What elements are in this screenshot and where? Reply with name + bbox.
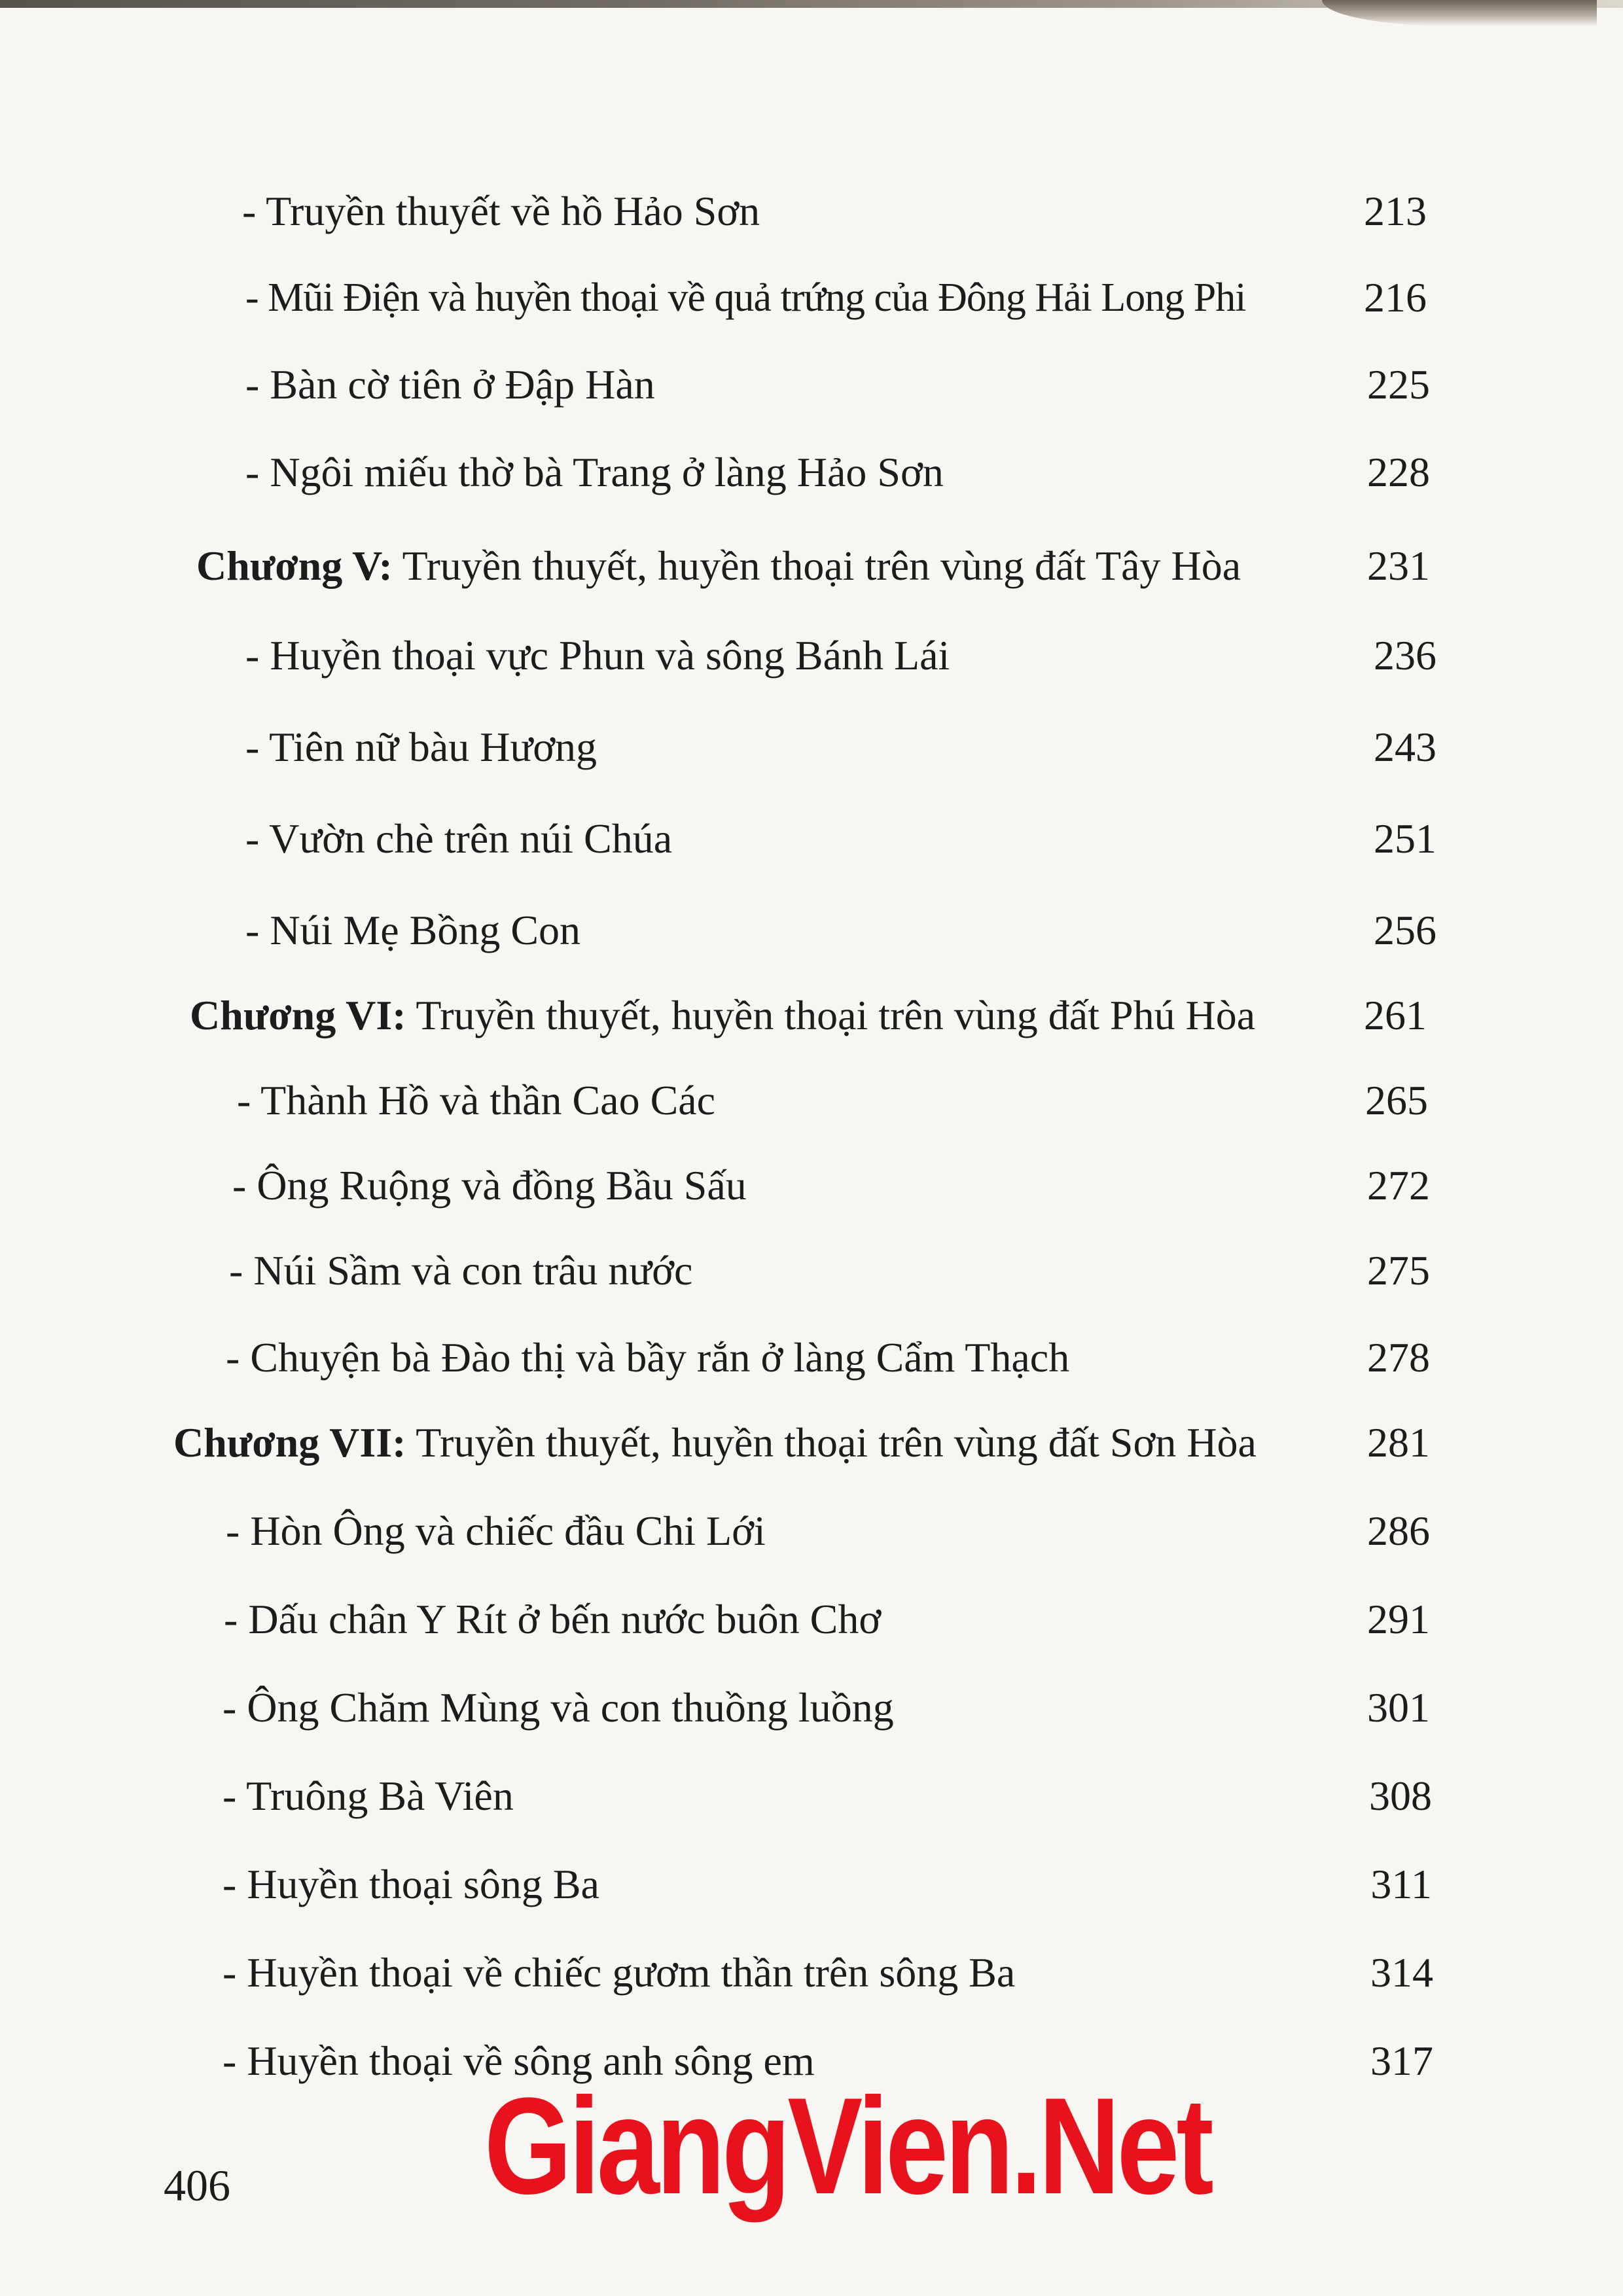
toc-entry-title: - Núi Sầm và con trâu nước <box>229 1247 693 1294</box>
toc-entry-title: - Mũi Điện và huyền thoại về quả trứng của Đông Hải Long Phi <box>245 275 1246 320</box>
toc-entry-page: 281 <box>1367 1419 1430 1466</box>
toc-entry-page: 272 <box>1367 1162 1430 1209</box>
toc-entry-title: - Chuyện bà Đào thị và bầy rắn ở làng Cẩm Thạch <box>226 1334 1070 1381</box>
toc-entry <box>224 1587 1430 1652</box>
toc-entry-title: - Truông Bà Viên <box>223 1773 514 1819</box>
toc-entry-page: 243 <box>1374 724 1436 770</box>
toc-chapter-entry <box>190 983 1427 1048</box>
toc-entry <box>245 898 1436 963</box>
toc-entry <box>232 1153 1430 1218</box>
toc-entry-title: - Huyền thoại sông Ba <box>223 1861 599 1907</box>
toc-entry <box>223 1763 1432 1829</box>
toc-entry <box>245 806 1436 872</box>
toc-chapter-entry <box>196 533 1430 599</box>
toc-entry-page: 228 <box>1367 449 1430 495</box>
toc-entry-page: 291 <box>1367 1596 1430 1642</box>
toc-entry-title: - Ông Chăm Mùng và con thuồng luồng <box>223 1684 894 1731</box>
toc-entry-page: 286 <box>1367 1508 1430 1554</box>
chapter-title-text: Truyền thuyết, huyền thoại trên vùng đất Tây Hòa <box>392 542 1241 589</box>
toc-entry-page: 301 <box>1367 1684 1430 1731</box>
chapter-label: Chương VII: <box>173 1419 406 1466</box>
chapter-title-text: Truyền thuyết, huyền thoại trên vùng đất Phú Hòa <box>406 992 1256 1038</box>
toc-chapter-title <box>190 983 1255 1048</box>
toc-entry <box>229 1238 1430 1303</box>
toc-entry-title: - Dấu chân Y Rít ở bến nước buôn Chơ <box>224 1596 882 1642</box>
toc-entry-page: 278 <box>1367 1334 1430 1381</box>
toc-entry <box>245 352 1430 417</box>
toc-entry <box>226 1498 1430 1564</box>
toc-entry <box>237 1068 1428 1133</box>
toc-entry <box>226 1325 1430 1390</box>
toc-entry-title: - Ngôi miếu thờ bà Trang ở làng Hảo Sơn <box>245 449 944 495</box>
toc-entry <box>245 715 1436 780</box>
toc-entry <box>223 1852 1432 1917</box>
toc-entry-title: - Truyền thuyết về hồ Hảo Sơn <box>242 188 760 234</box>
toc-chapter-title <box>196 533 1241 599</box>
toc-entry-title: - Thành Hồ và thần Cao Các <box>237 1077 716 1123</box>
chapter-label: Chương VI: <box>190 992 406 1038</box>
toc-entry-title: - Huyền thoại vực Phun và sông Bánh Lái <box>245 632 950 679</box>
toc-entry-title: - Huyền thoại về sông anh sông em <box>223 2038 815 2084</box>
toc-entry <box>245 440 1430 505</box>
toc-entry-page: 225 <box>1367 361 1430 408</box>
page-number: 406 <box>164 2161 230 2210</box>
toc-entry-page: 261 <box>1364 992 1427 1038</box>
chapter-label: Chương V: <box>196 542 393 589</box>
toc-entry-title: - Huyền thoại về chiếc gươm thần trên sông Ba <box>223 1949 1016 1996</box>
watermark-logo: GiangVien.Net <box>484 2069 1211 2223</box>
toc-entry-title: - Tiên nữ bàu Hương <box>245 724 597 770</box>
toc-entry-page: 265 <box>1365 1077 1428 1123</box>
toc-entry-page: 314 <box>1370 1949 1433 1996</box>
toc-entry <box>223 1940 1433 2005</box>
toc-entry-title: - Ông Ruộng và đồng Bầu Sấu <box>232 1162 747 1209</box>
toc-entry <box>245 265 1427 330</box>
toc-entry-page: 251 <box>1374 815 1436 862</box>
toc-entry-page: 311 <box>1370 1861 1432 1907</box>
toc-entry <box>242 179 1427 244</box>
toc-chapter-title <box>173 1410 1257 1475</box>
toc-entry-page: 308 <box>1369 1773 1432 1819</box>
toc-entry-title: - Núi Mẹ Bồng Con <box>245 907 580 953</box>
chapter-title-text: Truyền thuyết, huyền thoại trên vùng đất Sơn Hòa <box>406 1419 1257 1466</box>
toc-entry-page: 216 <box>1364 274 1427 321</box>
toc-entry-page: 231 <box>1367 542 1430 589</box>
toc-entry-page: 275 <box>1367 1247 1430 1294</box>
toc-entry-page: 256 <box>1374 907 1436 953</box>
toc-entry <box>245 623 1436 688</box>
toc-entry-page: 213 <box>1364 188 1427 234</box>
toc-entry-page: 317 <box>1370 2038 1433 2084</box>
toc-entry-title: - Hòn Ông và chiếc đầu Chi Lới <box>226 1508 766 1554</box>
toc-entry-page: 236 <box>1374 632 1436 679</box>
toc-chapter-entry <box>173 1410 1430 1475</box>
toc-entry-title: - Vườn chè trên núi Chúa <box>245 815 673 862</box>
toc-entry <box>223 1675 1430 1740</box>
toc-entry-title: - Bàn cờ tiên ở Đập Hàn <box>245 361 655 408</box>
